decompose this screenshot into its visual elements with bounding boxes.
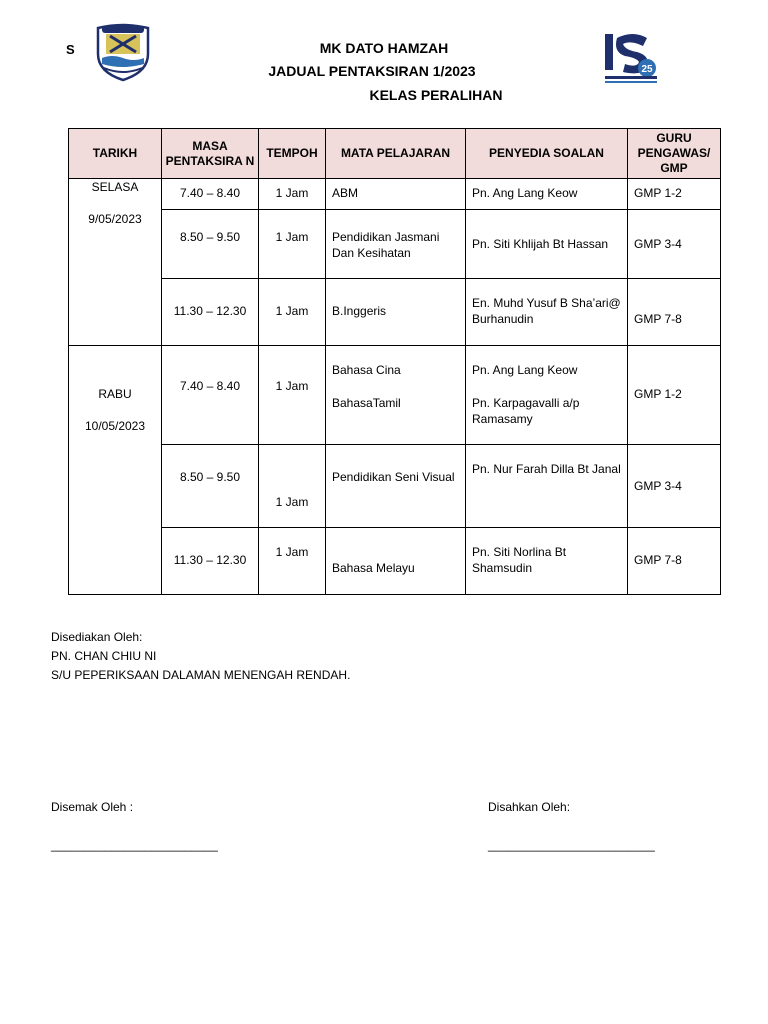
table-header-row <box>69 129 721 179</box>
header-penyedia-soalan: PENYEDIA SOALAN <box>466 129 628 179</box>
subject-cell: Pendidikan Seni Visual <box>332 470 455 484</box>
day-label: SELASA <box>91 180 139 194</box>
date-label: 10/05/2023 <box>84 419 146 433</box>
setter-cell-secondary: Pn. Karpagavalli a/p Ramasamy <box>472 396 580 426</box>
setter-cell: Pn. Siti Khlijah Bt Hassan <box>472 237 609 251</box>
prepared-by-name: PN. CHAN CHIU NI <box>51 649 157 663</box>
table-row <box>69 445 721 528</box>
time-cell: 11.30 – 12.30 <box>173 304 247 318</box>
header-mata-pelajaran: MATA PELAJARAN <box>326 129 466 179</box>
prepared-by-label: Disediakan Oleh: <box>51 630 143 644</box>
setter-cell: Pn. Ang Lang Keow <box>472 186 578 200</box>
header-guru-pengawas: GURU PENGAWAS/ GMP <box>628 129 721 179</box>
time-cell: 8.50 – 9.50 <box>179 470 241 484</box>
duration-cell: 1 Jam <box>275 304 309 318</box>
class-name: KELAS PERALIHAN <box>369 87 503 103</box>
header-masa: MASA PENTAKSIRA N <box>162 129 259 179</box>
checked-by-signature-line: _________________________ <box>51 838 218 852</box>
invigilator-cell: GMP 3-4 <box>634 479 682 493</box>
time-cell: 7.40 – 8.40 <box>179 379 241 393</box>
school-name: MK DATO HAMZAH <box>319 40 449 56</box>
setter-cell: En. Muhd Yusuf B Sha’ari@ Burhanudin <box>472 296 621 326</box>
day-label: RABU <box>98 387 132 401</box>
duration-cell: 1 Jam <box>275 545 309 559</box>
invigilator-cell: GMP 7-8 <box>634 312 682 326</box>
table-row <box>69 346 721 445</box>
ipg-25-emblem-icon <box>603 30 659 88</box>
duration-cell: 1 Jam <box>275 495 309 509</box>
table-row <box>69 279 721 346</box>
invigilator-cell: GMP 1-2 <box>634 186 682 200</box>
header-tempoh: TEMPOH <box>259 129 326 179</box>
subject-cell-secondary: BahasaTamil <box>332 396 401 410</box>
invigilator-cell: GMP 7-8 <box>634 553 682 567</box>
table-row <box>69 210 721 279</box>
schedule-title: JADUAL PENTAKSIRAN 1/2023 <box>268 63 476 79</box>
setter-cell: Pn. Siti Norlina Bt Shamsudin <box>472 545 567 575</box>
day-cell <box>69 179 162 346</box>
checked-by-label: Disemak Oleh : <box>51 800 134 814</box>
stray-letter: S <box>66 42 75 57</box>
subject-cell: B.Inggeris <box>332 304 387 318</box>
duration-cell: 1 Jam <box>275 230 309 244</box>
time-cell: 8.50 – 9.50 <box>179 230 241 244</box>
subject-cell: Pendidikan Jasmani Dan Kesihatan <box>332 230 440 260</box>
approved-by-signature-line: _________________________ <box>488 838 655 852</box>
setter-cell: Pn. Nur Farah Dilla Bt Janal <box>472 462 621 476</box>
prepared-by-role: S/U PEPERIKSAAN DALAMAN MENENGAH RENDAH. <box>51 668 351 682</box>
approved-by-label: Disahkan Oleh: <box>488 800 571 814</box>
time-cell: 11.30 – 12.30 <box>173 553 247 567</box>
invigilator-cell: GMP 3-4 <box>634 237 682 251</box>
duration-cell: 1 Jam <box>275 186 309 200</box>
table-row <box>69 528 721 595</box>
subject-cell: Bahasa Cina <box>332 363 401 377</box>
subject-cell: Bahasa Melayu <box>332 561 415 575</box>
invigilator-cell: GMP 1-2 <box>634 387 682 401</box>
assessment-schedule-table <box>68 128 721 595</box>
day-cell <box>69 346 162 595</box>
svg-text:25: 25 <box>641 64 653 75</box>
subject-cell: ABM <box>332 186 359 200</box>
header-tarikh: TARIKH <box>69 129 162 179</box>
time-cell: 7.40 – 8.40 <box>179 186 241 200</box>
duration-cell: 1 Jam <box>275 379 309 393</box>
setter-cell: Pn. Ang Lang Keow <box>472 363 578 377</box>
date-label: 9/05/2023 <box>88 212 142 226</box>
table-row <box>69 179 721 210</box>
